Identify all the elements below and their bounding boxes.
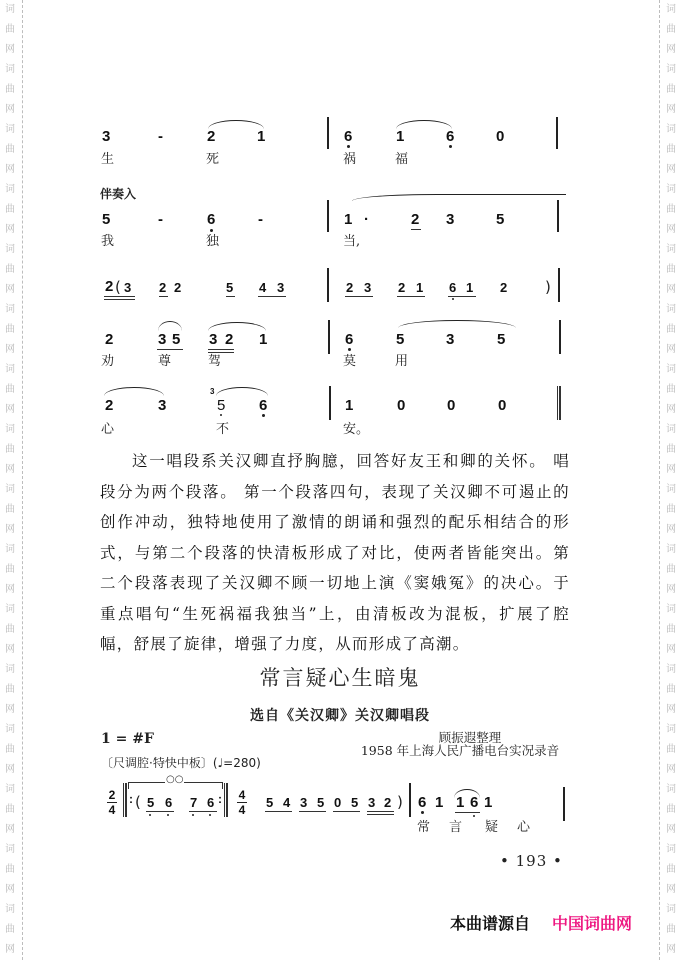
watermark-char: 曲	[5, 924, 15, 935]
watermark-char: 网	[5, 224, 15, 235]
low-octave-dot	[421, 811, 424, 814]
underline	[189, 811, 217, 812]
tempo-marking: 〔尺调腔·特快中板〕(♩=280)	[101, 756, 261, 770]
barline	[557, 200, 559, 232]
watermark-char: 网	[5, 884, 15, 895]
watermark-char: 曲	[666, 24, 676, 35]
watermark-char: 曲	[666, 504, 676, 515]
note: 5	[266, 795, 274, 810]
low-octave-dot	[348, 348, 351, 351]
underline	[333, 811, 360, 812]
note: 2	[159, 280, 167, 295]
barline	[409, 783, 411, 817]
watermark-char: 词	[666, 604, 676, 615]
note: 6	[418, 794, 427, 811]
watermark-char: 词	[5, 904, 15, 915]
note: 5	[351, 795, 359, 810]
watermark-char: 词	[5, 664, 15, 675]
underline	[448, 296, 476, 297]
watermark-char: 词	[666, 784, 676, 795]
note: 5	[497, 331, 506, 348]
paren-open: (	[135, 793, 141, 811]
low-octave-dot	[449, 145, 452, 148]
note: 3	[364, 280, 372, 295]
watermark-char: 曲	[666, 144, 676, 155]
watermark-char: 网	[5, 824, 15, 835]
paren-close: )	[397, 793, 403, 811]
barline	[327, 117, 329, 149]
watermark-char: 网	[5, 344, 15, 355]
note: 2	[105, 331, 114, 348]
lyric: 独	[206, 234, 220, 249]
dash: -	[258, 211, 263, 228]
low-octave-dot	[473, 815, 475, 817]
left-watermark-strip	[0, 0, 23, 960]
watermark-char: 曲	[5, 564, 15, 575]
lyric: 死	[206, 152, 220, 167]
watermark-char: 网	[5, 944, 15, 955]
barline	[327, 268, 329, 302]
dash: -	[158, 128, 163, 145]
watermark-char: 词	[5, 484, 15, 495]
slur	[208, 120, 264, 129]
note: 6	[446, 128, 455, 145]
watermark-char: 网	[666, 764, 676, 775]
watermark-char: 曲	[5, 24, 15, 35]
watermark-char: 曲	[5, 324, 15, 335]
commentary-text: 这一唱段系关汉卿直抒胸臆，回答好友王和卿的关怀。 唱段分为两个段落。 第一个段落四句，表现了关汉卿不可遏止的创作冲动，独特地使用了激情的朗诵和强烈的配乐相结合的形式，与第二个段落的快清板形成了对比，使两者皆能突出。第二个段落表现了关汉卿不顾一切地上演《窦娥冤》的决心。于重点唱句“生死祸福我独当”上，由清板改为混板，扩展了腔幅，舒展了旋律，增强了力度，从而形成了高潮。	[100, 452, 570, 653]
barline	[329, 386, 331, 420]
underline	[226, 296, 235, 297]
note: 2	[207, 128, 216, 145]
underline	[299, 811, 326, 812]
watermark-char: 网	[666, 44, 676, 55]
watermark-char: 词	[5, 64, 15, 75]
watermark-char: 词	[666, 484, 676, 495]
watermark-char: 曲	[666, 564, 676, 575]
watermark-char: 词	[5, 184, 15, 195]
watermark-char: 网	[5, 44, 15, 55]
accompaniment-entry-label: 伴奏入	[100, 187, 137, 201]
watermark-char: 网	[666, 464, 676, 475]
repeat-dots: :	[129, 792, 133, 806]
watermark-char: 网	[666, 704, 676, 715]
underline	[411, 229, 421, 230]
note: 5	[172, 331, 181, 348]
underline	[455, 812, 480, 813]
note: 1	[396, 128, 405, 145]
paren-close: )	[545, 278, 551, 296]
note: 3	[300, 795, 308, 810]
note: 1	[259, 331, 268, 348]
note: 6	[207, 795, 215, 810]
low-octave-dot	[262, 414, 265, 417]
underline	[146, 811, 174, 812]
watermark-char: 曲	[666, 444, 676, 455]
low-octave-dot	[167, 814, 169, 816]
watermark-char: 曲	[666, 84, 676, 95]
watermark-char: 词	[5, 604, 15, 615]
watermark-char: 词	[666, 364, 676, 375]
watermark-char: 曲	[5, 444, 15, 455]
note: 0	[496, 128, 505, 145]
watermark-char: 网	[5, 644, 15, 655]
lyric: 不	[216, 422, 230, 437]
watermark-char: 网	[5, 764, 15, 775]
watermark-char: 曲	[666, 804, 676, 815]
watermark-char: 曲	[5, 504, 15, 515]
watermark-char: 网	[5, 164, 15, 175]
watermark-char: 词	[666, 844, 676, 855]
barline	[328, 320, 330, 354]
watermark-char: 词	[5, 124, 15, 135]
watermark-char: 曲	[666, 744, 676, 755]
underline	[159, 296, 168, 297]
slur	[398, 320, 516, 328]
underline	[397, 296, 425, 297]
watermark-char: 曲	[5, 84, 15, 95]
note: 2	[398, 280, 406, 295]
note: 3	[102, 128, 111, 145]
slur	[352, 194, 566, 201]
lyric: 心	[101, 422, 115, 437]
watermark-char: 词	[666, 904, 676, 915]
barline	[556, 117, 558, 149]
watermark-char: 词	[5, 364, 15, 375]
underline	[345, 296, 373, 297]
note: 6	[449, 280, 457, 295]
note: 3	[158, 331, 167, 348]
watermark-char: 网	[666, 524, 676, 535]
note: 6	[345, 331, 354, 348]
watermark-char: 词	[666, 244, 676, 255]
watermark-char: 网	[666, 824, 676, 835]
note: 6	[207, 211, 216, 228]
underline	[157, 349, 183, 350]
lyric: 祸	[343, 152, 357, 167]
note: 2	[225, 331, 234, 348]
watermark-char: 词	[5, 244, 15, 255]
note: 6	[470, 794, 479, 811]
site-name-link[interactable]: 中国词曲网	[552, 914, 633, 933]
repeat-circles: ○○	[166, 774, 184, 785]
watermark-char: 曲	[5, 804, 15, 815]
watermark-char: 网	[666, 944, 676, 955]
lyric: 我	[101, 234, 115, 249]
barline	[327, 200, 329, 232]
watermark-char: 词	[666, 184, 676, 195]
note: 1	[484, 794, 493, 811]
watermark-char: 曲	[5, 624, 15, 635]
watermark-char: 网	[666, 224, 676, 235]
low-octave-dot	[347, 145, 350, 148]
watermark-char: 网	[5, 104, 15, 115]
watermark-char: 词	[666, 4, 676, 15]
watermark-char: 曲	[666, 324, 676, 335]
watermark-char: 网	[5, 524, 15, 535]
note: 2	[346, 280, 354, 295]
slur	[208, 322, 266, 331]
watermark-char: 词	[5, 724, 15, 735]
note: 5	[226, 280, 234, 295]
note: 3	[368, 795, 376, 810]
barline	[559, 320, 561, 354]
note: 0	[397, 397, 406, 414]
lyric: 驾	[208, 354, 222, 369]
note: 0	[334, 795, 342, 810]
note: 1	[416, 280, 424, 295]
watermark-char: 词	[666, 424, 676, 435]
dash: -	[158, 211, 163, 228]
watermark-char: 词	[666, 64, 676, 75]
watermark-char: 曲	[666, 204, 676, 215]
repeat-end-barline	[224, 783, 228, 817]
note: 2	[105, 278, 114, 295]
underline	[265, 811, 292, 812]
note: 2	[174, 280, 182, 295]
note: 1	[466, 280, 474, 295]
slur	[104, 387, 164, 396]
song-subtitle: 选自《关汉卿》关汉卿唱段	[250, 708, 430, 724]
lyric: 心	[517, 820, 531, 835]
watermark-char: 曲	[666, 264, 676, 275]
barline	[563, 787, 565, 821]
note: 6	[259, 397, 268, 414]
watermark-char: 词	[5, 304, 15, 315]
low-octave-dot	[220, 414, 222, 416]
watermark-char: 网	[666, 884, 676, 895]
double-underline	[104, 299, 135, 300]
slur	[216, 387, 268, 396]
lyric: 莫	[343, 354, 357, 369]
watermark-char: 曲	[666, 624, 676, 635]
watermark-char: 曲	[666, 924, 676, 935]
watermark-char: 网	[666, 104, 676, 115]
note: 3	[124, 280, 132, 295]
note: 4	[283, 795, 291, 810]
recording-credit: 1958 年上海人民广播电台实况录音	[360, 743, 560, 758]
note: 1	[345, 397, 354, 414]
watermark-char: 词	[5, 544, 15, 555]
watermark-char: 词	[666, 724, 676, 735]
watermark-char: 曲	[5, 264, 15, 275]
note: 3	[446, 331, 455, 348]
grace-note: 3	[210, 387, 215, 396]
underline	[104, 296, 135, 297]
note: 6	[165, 795, 173, 810]
lyric: 当,	[343, 234, 361, 249]
final-barline	[557, 386, 561, 420]
slur	[396, 120, 452, 129]
source-label: 本曲谱源自	[450, 914, 531, 933]
note: 1	[344, 211, 353, 228]
lyric: 言	[449, 820, 463, 835]
lyric: 生	[101, 152, 115, 167]
watermark-char: 网	[5, 284, 15, 295]
lyric: 常	[417, 820, 431, 835]
watermark-char: 网	[666, 344, 676, 355]
time-signature-4-4: 4 4	[238, 788, 246, 818]
note: 7	[190, 795, 198, 810]
note: 2	[105, 397, 114, 414]
page-number: • 193 •	[500, 852, 563, 870]
barline	[558, 268, 560, 302]
note: 3	[158, 397, 167, 414]
double-underline	[367, 814, 394, 815]
lyric: 用	[395, 354, 409, 369]
watermark-char: 网	[5, 404, 15, 415]
underline	[258, 296, 286, 297]
watermark-char: 网	[5, 584, 15, 595]
note: 1	[435, 794, 444, 811]
lyric: 劝	[101, 354, 115, 369]
watermark-char: 曲	[5, 744, 15, 755]
watermark-char: 词	[5, 424, 15, 435]
watermark-char: 词	[5, 4, 15, 15]
note: 3	[209, 331, 218, 348]
double-underline	[208, 352, 234, 353]
note: 5	[317, 795, 325, 810]
note: 5	[396, 331, 405, 348]
lyric: 尊	[158, 354, 172, 369]
commentary-paragraph	[100, 446, 570, 660]
note: 1	[257, 128, 266, 145]
right-watermark-strip	[659, 0, 680, 960]
slur	[158, 321, 182, 331]
note: 3	[446, 211, 455, 228]
low-octave-dot	[210, 229, 213, 232]
note: 0	[447, 397, 456, 414]
paren-open: (	[115, 278, 121, 296]
watermark-char: 曲	[5, 684, 15, 695]
repeat-dots: :	[218, 792, 222, 806]
watermark-char: 网	[666, 644, 676, 655]
note: 2	[411, 211, 420, 228]
note: 5	[102, 211, 111, 228]
watermark-char: 网	[666, 284, 676, 295]
watermark-char: 曲	[5, 384, 15, 395]
low-octave-dot	[209, 814, 211, 816]
song-title: 常言疑心生暗鬼	[259, 666, 421, 690]
watermark-char: 词	[666, 124, 676, 135]
watermark-char: 网	[666, 404, 676, 415]
underline	[367, 811, 394, 812]
note: 5	[217, 397, 226, 414]
watermark-char: 网	[5, 464, 15, 475]
note: 2	[384, 795, 392, 810]
source-attribution	[450, 911, 632, 934]
note: 3	[277, 280, 285, 295]
lyric: 疑	[485, 820, 499, 835]
low-octave-dot	[149, 814, 151, 816]
watermark-char: 词	[666, 664, 676, 675]
note: 1	[456, 794, 465, 811]
lyric: 安。	[343, 422, 370, 437]
note: 6	[344, 128, 353, 145]
watermark-char: 曲	[666, 864, 676, 875]
underline	[208, 349, 234, 350]
key-signature: 1 = #F	[101, 731, 154, 747]
watermark-char: 网	[5, 704, 15, 715]
lyric: 福	[395, 152, 409, 167]
augmentation-dot: ·	[364, 211, 369, 228]
time-signature-2-4: 2 4	[108, 788, 116, 818]
watermark-char: 词	[5, 844, 15, 855]
note: 2	[500, 280, 508, 295]
watermark-char: 词	[666, 544, 676, 555]
watermark-char: 词	[666, 304, 676, 315]
watermark-char: 曲	[5, 864, 15, 875]
note: 0	[498, 397, 507, 414]
watermark-char: 网	[666, 164, 676, 175]
watermark-char: 曲	[5, 204, 15, 215]
watermark-char: 网	[666, 584, 676, 595]
arranger-credit: 顾振遐整理	[438, 730, 502, 745]
watermark-char: 曲	[5, 144, 15, 155]
low-octave-dot	[452, 298, 454, 300]
watermark-char: 曲	[666, 684, 676, 695]
watermark-char: 曲	[666, 384, 676, 395]
note: 5	[496, 211, 505, 228]
note: 5	[147, 795, 155, 810]
repeat-start-barline	[123, 783, 127, 817]
low-octave-dot	[192, 814, 194, 816]
watermark-char: 词	[5, 784, 15, 795]
note: 4	[259, 280, 267, 295]
